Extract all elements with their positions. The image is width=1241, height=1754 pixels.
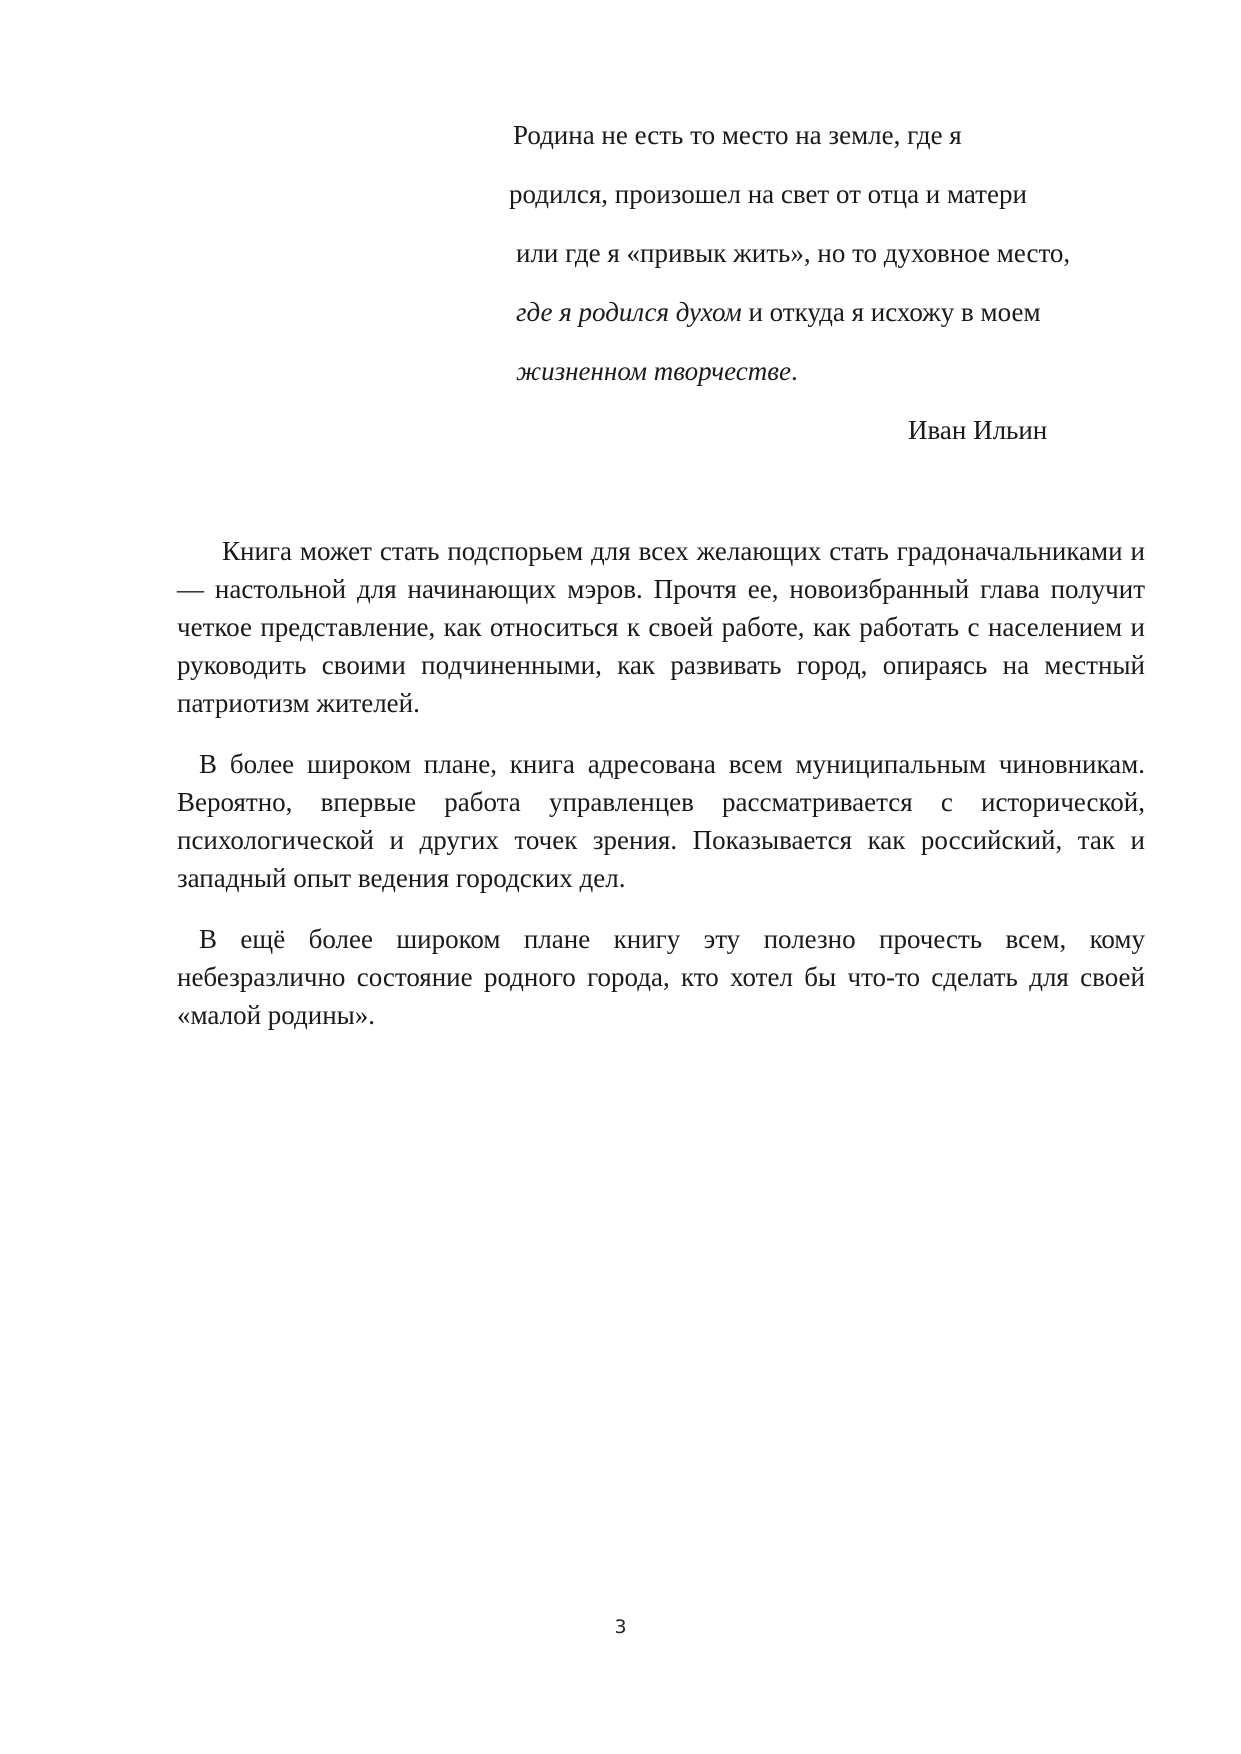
epigraph-line-1: Родина не есть то место на земле, где я bbox=[513, 120, 962, 150]
epigraph-line-3: или где я «привык жить», но то духовное место, bbox=[516, 238, 1071, 268]
epigraph-line-4-italic: где я родился духом bbox=[516, 297, 742, 327]
page-number: 3 bbox=[614, 1616, 627, 1638]
epigraph-line-4 bbox=[516, 296, 1041, 328]
epigraph-line-5-italic: жизненном творчестве bbox=[516, 356, 791, 386]
epigraph-line-5-rest: . bbox=[790, 356, 798, 386]
epigraph-line-2: родился, произошел на свет от отца и матери bbox=[509, 179, 1027, 209]
epigraph-line-5 bbox=[516, 355, 798, 387]
paragraph-1: Книга может стать подспорьем для всех желающих стать градоначальниками и — настольной для начинающих мэров. Прочтя ее, новоизбранный глава получит четкое представление, как относиться к своей работе, как работать с населением и руководить своими подчиненными, как развивать город, опираясь на местный патриотизм жителей. bbox=[177, 536, 1145, 718]
paragraph-2: В более широком плане, книга адресована всем муниципальным чиновникам. Вероятно, впервые работа управленцев рассматривается с исторической, психологической и других точек зрения. Показывается как российский, так и западный опыт ведения городских дел. bbox=[177, 749, 1145, 893]
epigraph-author: Иван Ильин bbox=[908, 415, 1048, 445]
body-text bbox=[177, 532, 1145, 1057]
epigraph-line-4-rest: и откуда я исхожу в моем bbox=[741, 297, 1041, 327]
paragraph-3: В ещё более широком плане книгу эту полезно прочесть всем, кому небезразлично состояние родного города, кто хотел бы что-то сделать для своей «малой родины». bbox=[177, 924, 1145, 1030]
